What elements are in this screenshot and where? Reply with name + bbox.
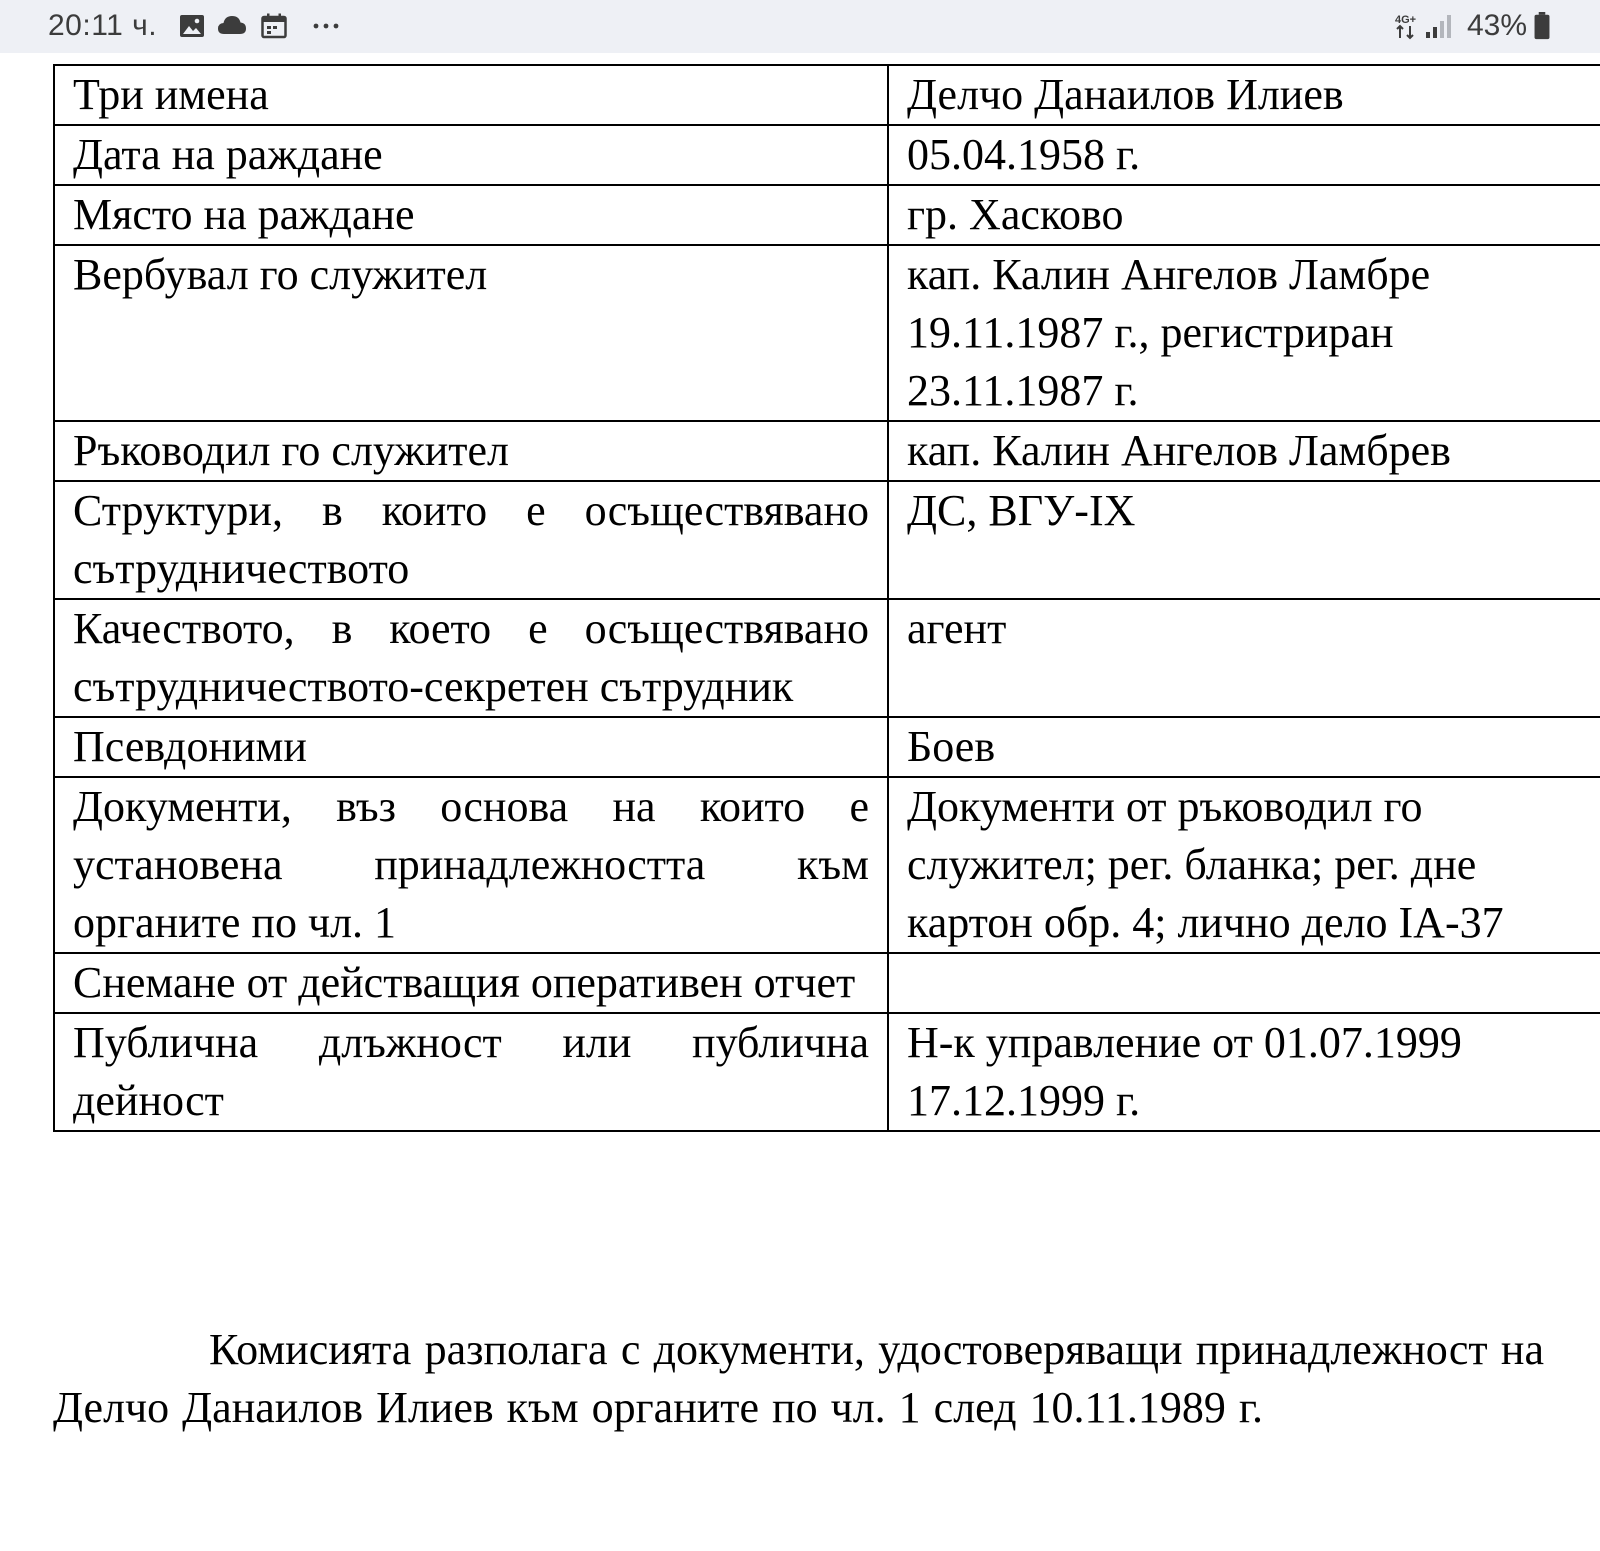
table-row bbox=[54, 777, 1600, 953]
row-value bbox=[888, 953, 1600, 1013]
row-value: кап. Калин Ангелов Ламбрев bbox=[888, 421, 1600, 481]
row-label: Ръководил го служител bbox=[54, 421, 888, 481]
table-row bbox=[54, 717, 1600, 777]
status-time: 20:11 ч. bbox=[48, 9, 158, 42]
row-value: кап. Калин Ангелов Ламбре 19.11.1987 г., регистриран 23.11.1987 г. bbox=[888, 245, 1600, 421]
svg-text:4G+: 4G+ bbox=[1395, 14, 1417, 26]
table-row bbox=[54, 65, 1600, 125]
conclusion-paragraph: Комисията разполага с документи, удостоверяващи принадлежност на Делчо Данаилов Илиев към органите по чл. 1 след 10.11.1989 г. bbox=[53, 1325, 1544, 1432]
cloud-icon bbox=[216, 12, 248, 40]
row-label: Дата на раждане bbox=[54, 125, 888, 185]
table-row bbox=[54, 953, 1600, 1013]
row-label: Място на раждане bbox=[54, 185, 888, 245]
row-value: гр. Хасково bbox=[888, 185, 1600, 245]
row-label: Структури, в които е осъществявано сътрудничеството bbox=[54, 481, 888, 599]
status-bar bbox=[0, 0, 1600, 53]
table-row bbox=[54, 245, 1600, 421]
row-label: Публична длъжност или публична дейност bbox=[54, 1013, 888, 1131]
row-label: Снемане от действащия оперативен отчет bbox=[54, 953, 888, 1013]
row-value: ДС, ВГУ-IX bbox=[888, 481, 1600, 599]
row-label: Вербувал го служител bbox=[54, 245, 888, 421]
calendar-icon bbox=[260, 12, 288, 40]
row-value: агент bbox=[888, 599, 1600, 717]
table-row bbox=[54, 1013, 1600, 1131]
signal-icon bbox=[1424, 12, 1454, 40]
row-label: Псевдоними bbox=[54, 717, 888, 777]
image-icon bbox=[178, 12, 206, 40]
row-value: Н-к управление от 01.07.1999 17.12.1999 г. bbox=[888, 1013, 1600, 1131]
table-row bbox=[54, 599, 1600, 717]
more-dots-icon bbox=[312, 12, 342, 40]
row-label: Качеството, в което е осъществявано сътрудничеството-секретен сътрудник bbox=[54, 599, 888, 717]
row-label: Документи, въз основа на които е установена принадлежността към органите по чл. 1 bbox=[54, 777, 888, 953]
table-body bbox=[54, 65, 1600, 1131]
table-row bbox=[54, 481, 1600, 599]
row-value: Боев bbox=[888, 717, 1600, 777]
row-label: Три имена bbox=[54, 65, 888, 125]
row-value: 05.04.1958 г. bbox=[888, 125, 1600, 185]
network-4g-icon bbox=[1394, 12, 1420, 40]
document-page bbox=[0, 53, 1600, 1551]
table-row bbox=[54, 125, 1600, 185]
info-table bbox=[53, 64, 1600, 1132]
battery-icon bbox=[1533, 12, 1551, 40]
table-row bbox=[54, 421, 1600, 481]
battery-percent: 43% bbox=[1467, 9, 1528, 42]
row-value: Документи от ръководил го служител; рег. бланка; рег. дне картон обр. 4; лично дело IA-37 bbox=[888, 777, 1600, 953]
table-row bbox=[54, 185, 1600, 245]
row-value: Делчо Данаилов Илиев bbox=[888, 65, 1600, 125]
